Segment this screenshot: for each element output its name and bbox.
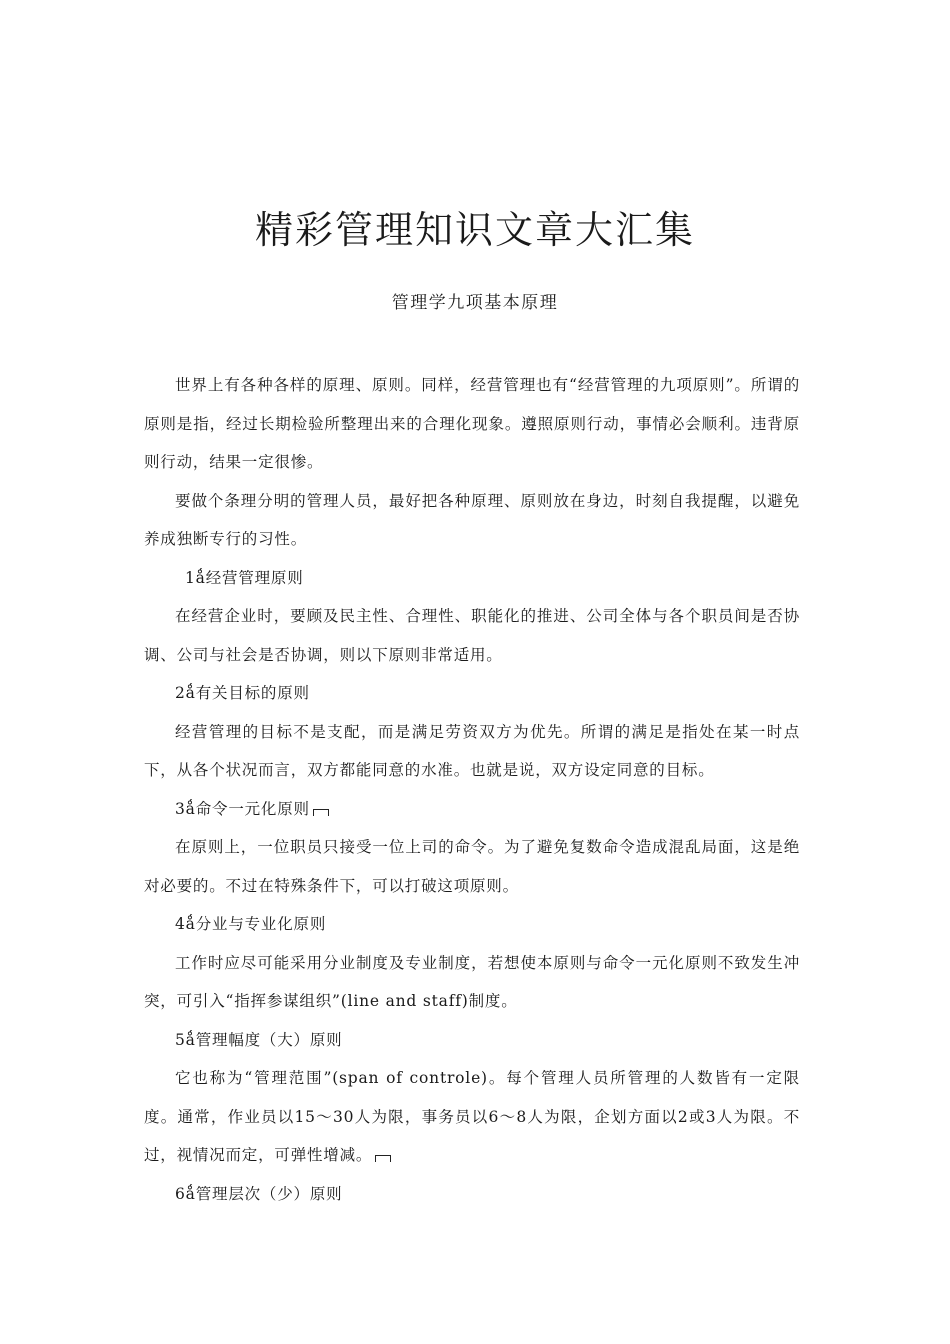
section-number: 4: [175, 915, 186, 933]
body-paragraph: [144, 1059, 800, 1175]
section-heading-text: 经营管理原则: [205, 568, 304, 587]
body-paragraph: [144, 944, 800, 1021]
paragraph-break-icon: [375, 1155, 391, 1162]
section-heading-text: 管理层次（少）原则: [195, 1184, 343, 1203]
section-number: 5: [175, 1030, 186, 1049]
section-heading: [144, 559, 800, 598]
paragraph-text: 要做个条理分明的管理人员，最好把各种原理、原则放在身边，时刻自我提醒，以避免养成独断专行的习性。: [144, 491, 800, 548]
section-heading: [144, 674, 800, 713]
section-heading: [144, 790, 800, 829]
document-title: 精彩管理知识文章大汇集: [254, 208, 695, 252]
paragraph-text: 在经营企业时，要顾及民主性、合理性、职能化的推进、公司全体与各个职员间是否协调、公司与社会是否协调，则以下原则非常适用。: [144, 607, 800, 664]
body-paragraph: [144, 482, 800, 559]
section-separator: ǻ: [185, 1184, 196, 1203]
section-heading-text: 有关目标的原则: [195, 684, 310, 702]
paragraph-text: 在原则上，一位职员只接受一位上司的命令。为了避免复数命令造成混乱局面，这是绝对必要的。不过在特殊条件下，可以打破这项原则。: [144, 838, 800, 895]
section-heading-text: 分业与专业化原则: [195, 915, 327, 933]
section-heading: [144, 1021, 800, 1060]
paragraph-text: 工作时应尽可能采用分业制度及专业制度，若想使本原则与命令一元化原则不致发生冲突，可引入“指挥参谋组织”(line and staff)制度。: [144, 953, 800, 1010]
body-paragraph: [144, 713, 800, 790]
body-paragraph: [144, 597, 800, 674]
section-separator: ǻ: [185, 684, 196, 702]
section-heading: [144, 1175, 800, 1214]
section-heading: [144, 905, 800, 944]
section-number: 3: [175, 799, 186, 818]
section-separator: ǻ: [185, 1030, 196, 1049]
body-paragraph: [144, 828, 800, 905]
paragraph-text: 世界上有各种各样的原理、原则。同样，经营管理也有“经营管理的九项原则”。所谓的原则是指，经过长期检验所整理出来的合理化现象。遵照原则行动，事情必会顺利。违背原则行动，结果一定很惨。: [144, 376, 800, 471]
section-separator: ǻ: [185, 799, 196, 818]
section-number: 1: [185, 568, 196, 587]
paragraph-text: 经营管理的目标不是支配，而是满足劳资双方为优先。所谓的满足是指处在某一时点下，从各个状况而言，双方都能同意的水准。也就是说，双方设定同意的目标。: [144, 722, 800, 779]
paragraph-text: 它也称为“管理范围”(span of controle)。每个管理人员所管理的人数皆有一定限度。通常，作业员以15～30人为限，事务员以6～8人为限，企划方面以2或3人为限。不过，视情况而定，可弹性增减。: [144, 1069, 800, 1164]
section-number: 6: [175, 1184, 186, 1203]
body-paragraph: [144, 366, 800, 482]
section-heading-text: 命令一元化原则: [195, 799, 310, 818]
section-heading-text: 管理幅度（大）原则: [195, 1030, 343, 1049]
section-number: 2: [175, 684, 186, 702]
document-body: [144, 366, 800, 1213]
section-separator: ǻ: [185, 915, 196, 933]
section-separator: ǻ: [195, 568, 206, 587]
document-subtitle: 管理学九项基本原理: [391, 293, 559, 313]
paragraph-break-icon: [313, 809, 329, 816]
